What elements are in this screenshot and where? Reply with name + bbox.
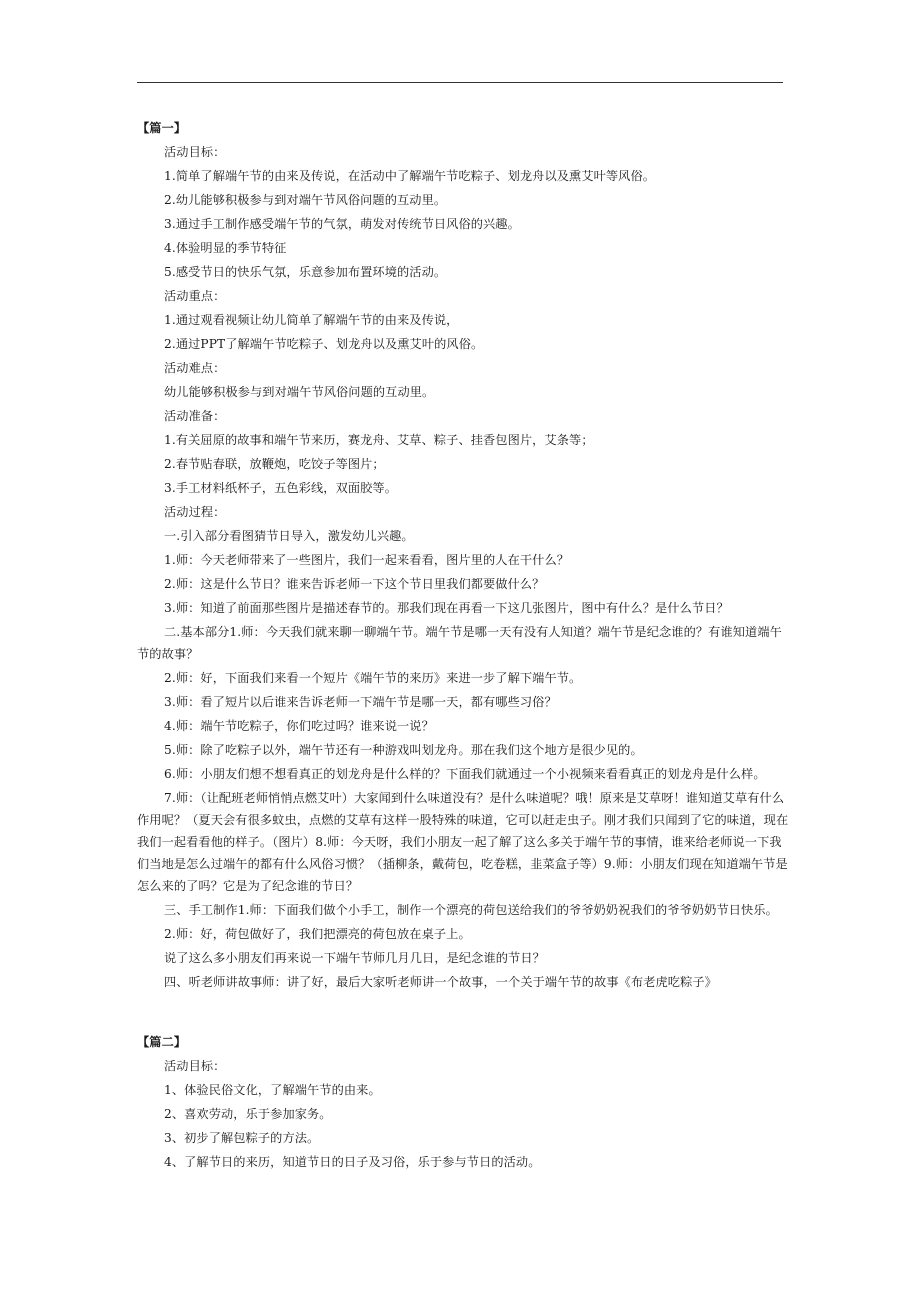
paragraph: 5.感受节日的快乐气氛，乐意参加布置环境的活动。 xyxy=(164,265,447,279)
paragraph: 1.通过观看视频让幼儿简单了解端午节的由来及传说， xyxy=(164,313,459,327)
paragraph: 6.师：小朋友们想不想看真正的划龙舟是什么样的？下面我们就通过一个小视频来看看真正的划龙舟是什么样。 xyxy=(164,767,766,781)
paragraph: 1.简单了解端午节的由来及传说，在活动中了解端午节吃粽子、划龙舟以及熏艾叶等风俗。 xyxy=(164,169,656,183)
paragraph: 3.手工材料纸杯子，五色彩线，双面胶等。 xyxy=(164,481,398,495)
header-rule xyxy=(137,82,783,83)
subheading-preparation: 活动准备： xyxy=(164,409,226,423)
paragraph: 1.有关屈原的故事和端午节来历，赛龙舟、艾草、粽子、挂香包图片，艾条等； xyxy=(164,433,594,447)
section-header: 【篇二】 xyxy=(137,1035,187,1049)
paragraph: 幼儿能够积极参与到对端午节风俗问题的互动里。 xyxy=(164,385,435,399)
paragraph: 3.通过手工制作感受端午节的气氛，萌发对传统节日风俗的兴趣。 xyxy=(164,217,520,231)
paragraph: 说了这么多小朋友们再来说一下端午节师几月几日，是纪念谁的节日？ xyxy=(164,951,545,965)
paragraph: 2、喜欢劳动，乐于参加家务。 xyxy=(164,1107,332,1121)
paragraph: 2.师：这是什么节日？谁来告诉老师一下这个节日里我们都要做什么？ xyxy=(164,577,545,591)
paragraph: 2.通过PPT了解端午节吃粽子、划龙舟以及熏艾叶的风俗。 xyxy=(164,337,484,351)
subheading-focus: 活动重点： xyxy=(164,289,226,303)
section-spacer xyxy=(137,994,789,1030)
paragraph: 2.师：好，下面我们来看一个短片《端午节的来历》来进一步了解下端午节。 xyxy=(164,671,582,685)
subheading-goals: 活动目标： xyxy=(164,1059,226,1073)
paragraph: 2.师：好，荷包做好了，我们把漂亮的荷包放在桌子上。 xyxy=(164,927,471,941)
paragraph: 2.春节贴春联，放鞭炮，吃饺子等图片； xyxy=(164,457,385,471)
document-body xyxy=(137,116,789,1174)
paragraph: 7.师：（让配班老师悄悄点燃艾叶）大家闻到什么味道没有？是什么味道呢？哦！原来是艾草呀！谁知道艾草有什么作用呢？（夏天会有很多蚊虫，点燃的艾草有这样一股特殊的味道，它可以赶走虫子。刚才我们只闻到了它的味道，现在我们一起看看他的样子。（图片）8.师：今天呀，我们小朋友一起了解了这么多关于端午节的事情，谁来给老师说一下我们当地是怎么过端午的都有什么风俗习惯？（插柳条，戴荷包，吃卷糕，韭菜盒子等）9.师：小朋友们现在知道端午节是怎么来的了吗？它是为了纪念谁的节日？ xyxy=(137,791,789,893)
subheading-difficulty: 活动难点： xyxy=(164,361,226,375)
paragraph: 3.师：知道了前面那些图片是描述春节的。那我们现在再看一下这几张图片，图中有什么？是什么节日？ xyxy=(164,601,729,615)
paragraph: 5.师：除了吃粽子以外，端午节还有一种游戏叫划龙舟。那在我们这个地方是很少见的。 xyxy=(164,743,643,757)
paragraph: 1.师：今天老师带来了一些图片，我们一起来看看，图片里的人在干什么？ xyxy=(164,553,570,567)
paragraph: 2.幼儿能够积极参与到对端午节风俗问题的互动里。 xyxy=(164,193,447,207)
paragraph: 1、体验民俗文化，了解端午节的由来。 xyxy=(164,1083,381,1097)
paragraph: 4、了解节日的来历，知道节日的日子及习俗，乐于参与节日的活动。 xyxy=(164,1155,541,1169)
paragraph: 4.师：端午节吃粽子，你们吃过吗？谁来说一说？ xyxy=(164,719,434,733)
section-header: 【篇一】 xyxy=(137,121,187,135)
paragraph: 二.基本部分1.师：今天我们就来聊一聊端午节。端午节是哪一天有没有人知道？端午节是纪念谁的？有谁知道端午节的故事？ xyxy=(137,625,782,661)
paragraph: 3.师：看了短片以后谁来告诉老师一下端午节是哪一天，都有哪些习俗？ xyxy=(164,695,557,709)
subheading-process: 活动过程： xyxy=(164,505,226,519)
paragraph: 四、听老师讲故事师：讲了好，最后大家听老师讲一个故事，一个关于端午节的故事《布老虎吃粽子》 xyxy=(164,975,717,989)
paragraph: 4.体验明显的季节特征 xyxy=(164,241,287,255)
paragraph: 一.引入部分看图猜节日导入，激发幼儿兴趣。 xyxy=(164,529,414,543)
paragraph: 3、初步了解包粽子的方法。 xyxy=(164,1131,320,1145)
subheading-goals: 活动目标： xyxy=(164,145,226,159)
paragraph: 三、手工制作1.师：下面我们做个小手工，制作一个漂亮的荷包送给我们的爷爷奶奶祝我们的爷爷奶奶节日快乐。 xyxy=(164,903,778,917)
